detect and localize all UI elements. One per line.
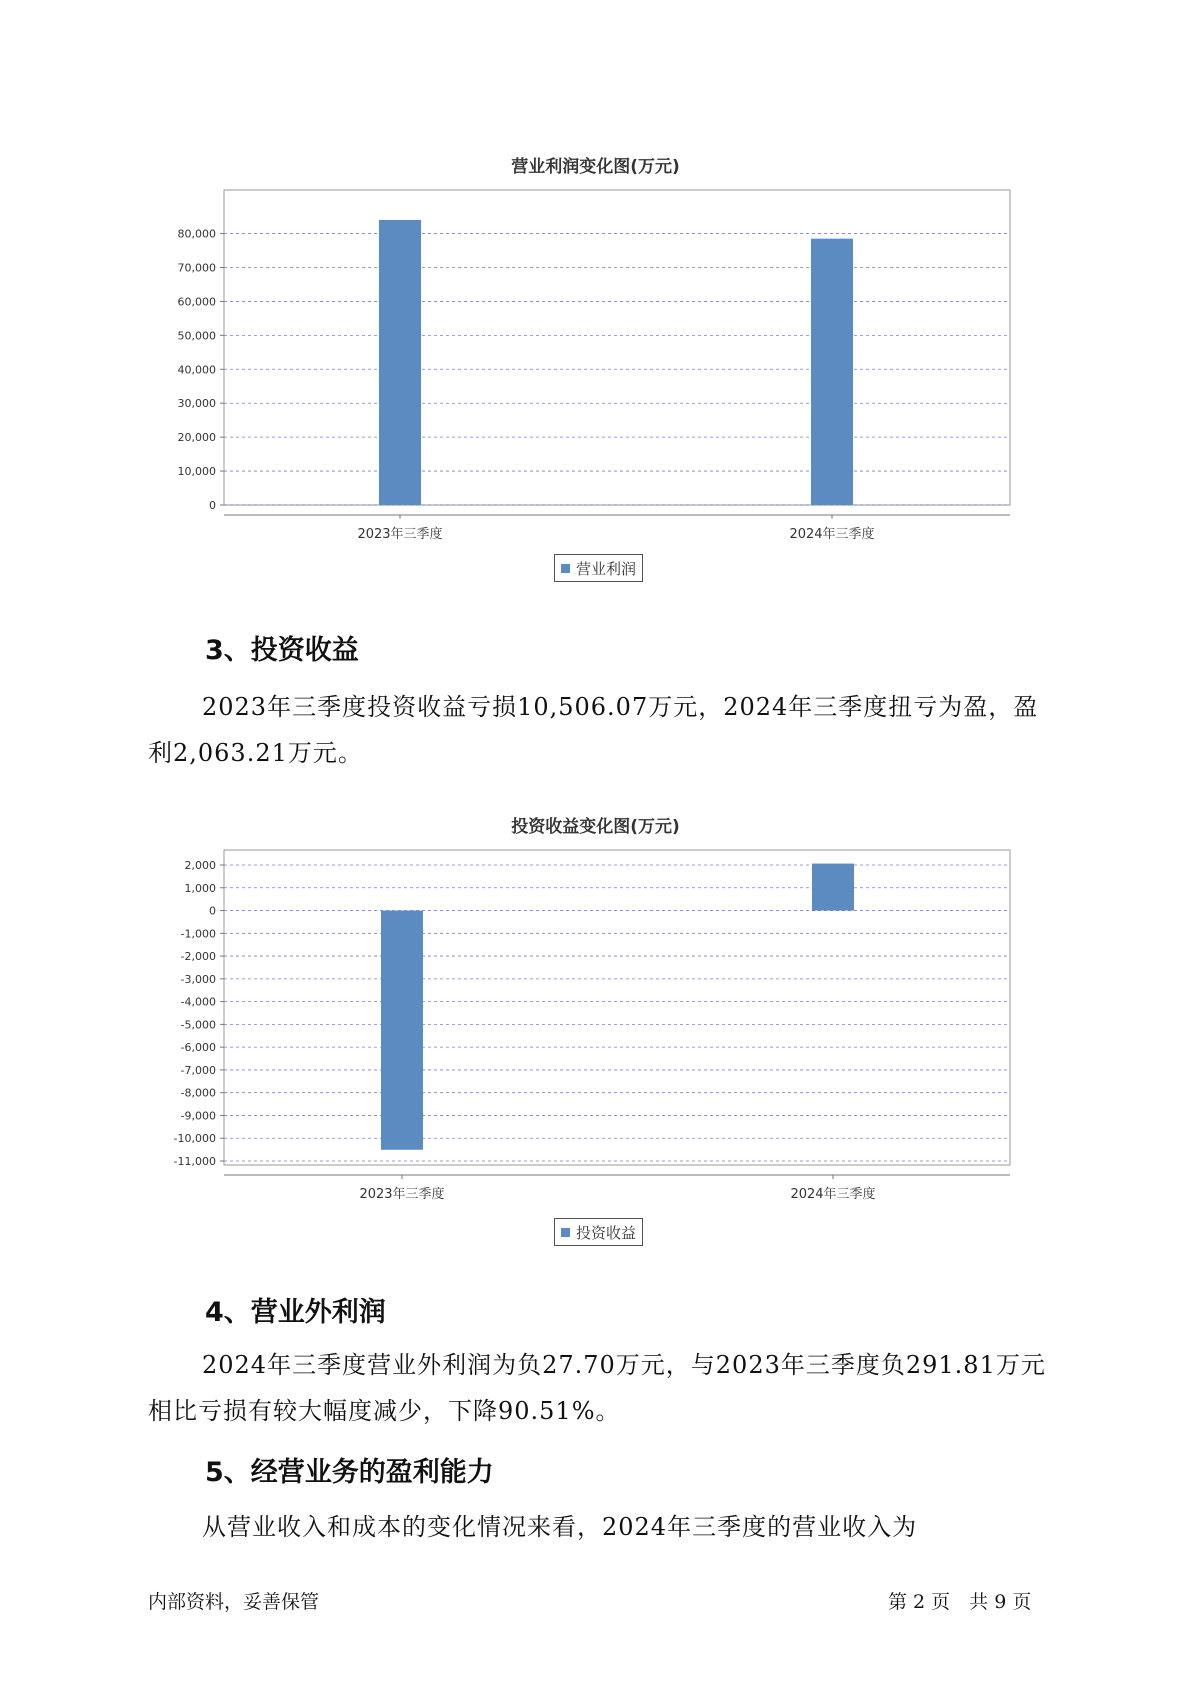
y-tick-label: -11,000 (173, 1155, 216, 1168)
y-tick-label: 40,000 (177, 363, 216, 377)
legend-label: 营业利润 (576, 559, 637, 578)
x-tick-label: 2024年三季度 (789, 527, 875, 542)
y-tick-label: -2,000 (180, 950, 216, 964)
y-tick-label: -3,000 (180, 972, 216, 986)
y-tick-label: 30,000 (177, 397, 216, 411)
legend-label: 投资收益 (576, 1223, 637, 1242)
y-tick-label: -5,000 (180, 1018, 216, 1032)
chart-legend (554, 1218, 643, 1246)
x-tick-label: 2023年三季度 (357, 527, 443, 542)
paragraph-non-operating-profit: 2024年三季度营业外利润为负27.70万元，与2023年三季度负291.81万元相比亏损有较大幅度减少，下降90.51%。 (148, 1351, 1046, 1425)
section-heading-investment-income: 3、投资收益 (205, 635, 359, 666)
y-tick-label: 80,000 (177, 227, 216, 241)
section-heading-profitability: 5、经营业务的盈利能力 (205, 1457, 494, 1488)
paragraph-profitability: 从营业收入和成本的变化情况来看，2024年三季度的营业收入为 (202, 1513, 918, 1541)
y-tick-label: -6,000 (180, 1041, 216, 1055)
y-tick-label: -7,000 (180, 1063, 216, 1077)
paragraph-investment-income: 2023年三季度投资收益亏损10,506.07万元，2024年三季度扭亏为盈，盈利2,063.21万元。 (148, 693, 1039, 767)
y-tick-label: 70,000 (177, 261, 216, 275)
section-heading-non-operating-profit: 4、营业外利润 (205, 1297, 386, 1328)
y-tick-label: 10,000 (177, 465, 216, 479)
bar (381, 911, 423, 1150)
y-tick-label: -1,000 (180, 927, 216, 941)
chart-title: 投资收益变化图(万元) (511, 817, 680, 837)
x-tick-label: 2024年三季度 (790, 1187, 876, 1202)
x-tick-label: 2023年三季度 (359, 1187, 445, 1202)
y-tick-label: 50,000 (177, 329, 216, 343)
bar (812, 864, 854, 911)
footer-confidential-note: 内部资料，妥善保管 (148, 1591, 320, 1613)
y-tick-label: 2,000 (184, 859, 216, 872)
y-tick-label: -10,000 (173, 1132, 216, 1146)
plot-area (224, 850, 1010, 1165)
y-tick-label: -8,000 (180, 1086, 216, 1100)
y-tick-label: 1,000 (184, 881, 216, 895)
y-tick-label: 60,000 (177, 295, 216, 309)
y-tick-label: 0 (209, 904, 216, 918)
y-tick-label: 20,000 (177, 431, 216, 445)
footer-page-number: 第 2 页 共 9 页 (888, 1591, 1032, 1613)
chart-title: 营业利润变化图(万元) (511, 157, 680, 177)
y-tick-label: -4,000 (180, 995, 216, 1009)
y-tick-label: 0 (209, 499, 216, 512)
legend-swatch (561, 1228, 570, 1237)
y-tick-label: -9,000 (180, 1109, 216, 1123)
